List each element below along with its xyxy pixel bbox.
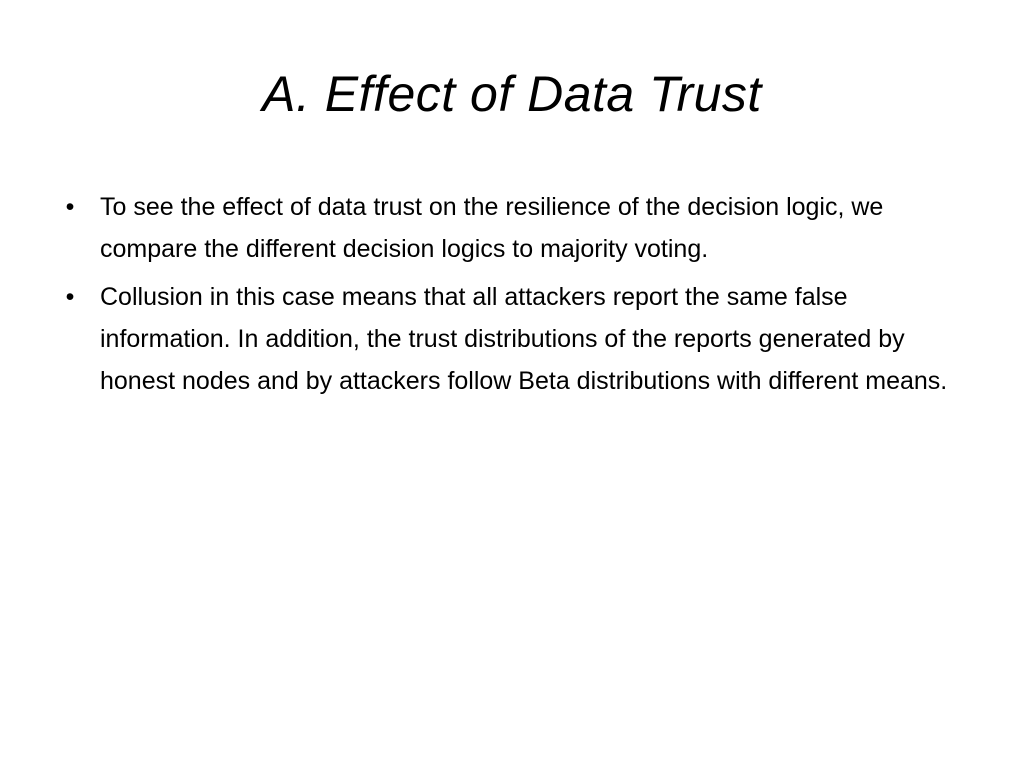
- bullet-list: [56, 186, 966, 408]
- bullet-icon: •: [65, 193, 75, 221]
- bullet-text: To see the effect of data trust on the resilience of the decision logic, we compare the different decision logics to majority voting.: [100, 193, 884, 263]
- bullet-item-1: [56, 186, 966, 270]
- slide-title: A. Effect of Data Trust: [262, 66, 762, 122]
- bullet-text: Collusion in this case means that all attackers report the same false information. In addition, the trust distributions of the reports generated by honest nodes and by attackers follow Beta distributions with different means.: [100, 283, 948, 395]
- bullet-icon: •: [65, 283, 75, 311]
- bullet-item-2: [56, 276, 966, 402]
